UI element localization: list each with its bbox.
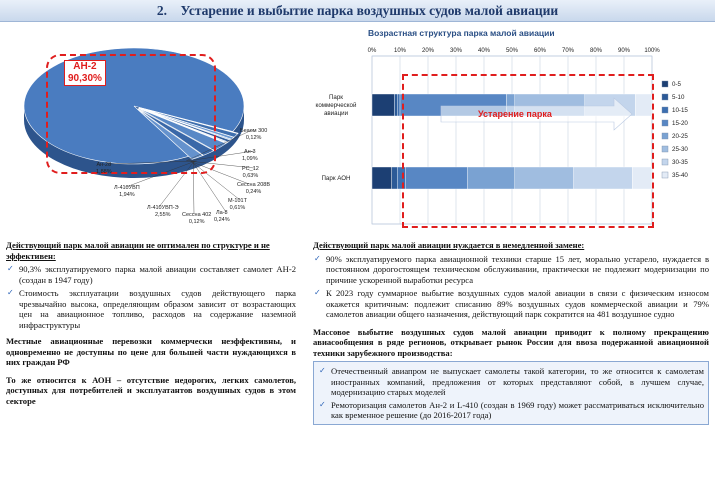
bullet-text: Стоимость эксплуатации воздушных судов действующего парка чрезвычайно высока, определяющим образом зависит от возрастающих цен на авиационное топливо, расходов на содержание наземной инфраструктуры (19, 288, 296, 330)
an2-name: АН-2 (73, 61, 97, 72)
left-text-block (6, 240, 296, 406)
pie-label (228, 198, 247, 211)
bar-segment-0-5 (372, 167, 392, 189)
bar-segment-5-10 (392, 167, 398, 189)
replacement-box (313, 361, 709, 425)
bar-segment-5-10 (394, 94, 397, 116)
x-tick-label: 80% (589, 48, 603, 54)
pie-label-name: Сессна 208В (237, 182, 270, 188)
check-icon: ✓ (319, 399, 326, 409)
list-item (6, 264, 296, 285)
legend-label: 5-10 (672, 94, 685, 101)
box-bullets (318, 366, 704, 421)
legend-label: 20-25 (672, 133, 688, 140)
x-tick-label: 70% (561, 48, 575, 54)
legend-swatch (662, 133, 668, 139)
category-label: Парк (328, 94, 344, 101)
legend-swatch (662, 94, 668, 100)
legend-label: 35-40 (672, 172, 688, 179)
bullet-text: 90% эксплуатируемого парка авиационной техники старше 15 лет, морально устарело, нуждается в постоянном дорогостоящем техническом обслуживании, практически не подлежит модернизации по причине ускоренной выработки ресурса (326, 253, 709, 285)
x-tick-label: 30% (449, 48, 463, 54)
pie-label-name: Л-410УВП-Э (147, 205, 179, 211)
left-para-2: То же относится к АОН – отсутствие недорогих, легких самолетов, доступных для потребителей и эксплуатантов воздушных судов в этом секторе (6, 374, 296, 406)
pie-label (96, 162, 112, 175)
pie-label-name: Ла-8 (216, 210, 228, 216)
list-item (318, 366, 704, 398)
legend-label: 10-15 (672, 107, 688, 114)
pie-label-name: Ан-3 (244, 149, 256, 155)
right-heading: Действующий парк малой авиации нуждается в немедленной замене: (313, 240, 585, 250)
right-text-block (313, 240, 709, 425)
legend-swatch (662, 120, 668, 126)
legend-swatch (662, 107, 668, 113)
an2-label (64, 60, 106, 86)
x-tick-label: 90% (617, 48, 631, 54)
slide-title: 2. Устарение и выбытие парка воздушных судов малой авиации (156, 3, 559, 18)
check-icon: ✓ (314, 253, 321, 263)
pie-label-value: 1,94% (119, 191, 135, 198)
pie-label (182, 212, 211, 225)
bar-segment-0-5 (372, 94, 394, 116)
category-label: Парк АОН (321, 175, 351, 182)
age-structure-chart (306, 26, 711, 236)
legend-swatch (662, 81, 668, 87)
list-item (318, 400, 704, 421)
legend-swatch (662, 146, 668, 152)
list-item (313, 254, 709, 286)
check-icon: ✓ (7, 288, 14, 297)
left-heading: Действующий парк малой авиации не оптимален по структуре и не эффективен: (6, 240, 270, 261)
right-bullets (313, 254, 709, 320)
pie-label-value: 1,09% (242, 155, 258, 162)
fleet-pie-chart (4, 24, 304, 236)
bar-segment-10-15 (397, 94, 400, 116)
list-item (6, 288, 296, 330)
category-label: авиации (323, 110, 349, 117)
category-label: коммерческой (315, 102, 357, 109)
check-icon: ✓ (7, 264, 14, 273)
pie-label-value: 0,12% (245, 134, 262, 141)
left-para-1: Местные авиационные перевозки коммерчески неэффективны, и одновременно не доступны по цене для большей части нуждающихся в них граждан РФ (6, 336, 296, 367)
pie-label-value: 1,88% (96, 168, 112, 175)
aging-highlight-box (402, 74, 654, 228)
x-tick-label: 100% (644, 48, 660, 54)
legend-swatch (662, 159, 668, 165)
slide-header (0, 0, 715, 22)
x-tick-label: 10% (393, 48, 407, 54)
bullet-text: 90,3% эксплуатируемого парка малой авиации составляет самолет АН-2 (создан в 1947 году) (19, 264, 296, 285)
pie-label (214, 210, 230, 223)
pie-label-name: Сессна 402 (182, 212, 212, 218)
pie-label (242, 149, 258, 162)
x-tick-label: 40% (477, 48, 491, 54)
x-tick-label: 20% (421, 48, 435, 54)
pie-label-name: PC_12 (242, 166, 259, 172)
pie-label-value: 2,55% (154, 211, 171, 218)
pie-label (240, 128, 267, 141)
pie-label-name: Ан-28 (96, 162, 112, 168)
pie-label-value: 0,24% (214, 216, 230, 223)
list-item (313, 288, 709, 320)
x-tick-label: 50% (505, 48, 519, 54)
pie-label-value: 0,63% (242, 172, 259, 179)
an2-value: 90,30% (68, 73, 102, 84)
legend-label: 25-30 (672, 146, 688, 153)
left-bullets (6, 264, 296, 330)
pie-label-name: Беаом 300 (240, 128, 268, 134)
pie-label-name: Л-410УВП (114, 185, 140, 191)
pie-label (114, 185, 140, 198)
bullet-text: Отечественный авиапром не выпускает самолеты такой категории, то же относится к самолетам иностранных компаний, предложения от которых представляют собой, в лучшем случае, модернизацию старых моделей (331, 366, 704, 397)
bullet-text: Ремоторизация самолетов Ан-2 и L-410 (создан в 1969 году) может рассматриваться исключительно как временное решение (до 2016-2017 года) (331, 399, 704, 420)
legend-label: 30-35 (672, 159, 688, 166)
check-icon: ✓ (314, 288, 321, 297)
legend-label: 15-20 (672, 120, 688, 127)
pie-label (242, 166, 259, 179)
chart-title: Возрастная структура парка малой авиации (368, 28, 555, 38)
aging-label: Устарение парка (478, 109, 552, 119)
pie-label (237, 182, 270, 195)
check-icon: ✓ (319, 366, 326, 375)
x-tick-label: 60% (533, 48, 547, 54)
pie-label-value: 0,24% (245, 188, 262, 195)
pie-label-name: М-101Т (228, 198, 247, 204)
pie-label-value: 0,61% (229, 204, 246, 211)
x-tick-label: 0% (367, 48, 377, 54)
right-para: Массовое выбытие воздушных судов малой авиации приводит к полному прекращению авиасообщения в ряде регионов, открывает рынок России для ввоза подержанной авиационной техники зарубежного производства: (313, 326, 709, 358)
bullet-text: К 2023 году суммарное выбытие воздушных судов малой авиации в связи с физическим износом окажется критичным: подлежит списанию 89% воздушных судов коммерческой авиации и 79% самолетов авиации общего назначения, действующий парк сократится на 481 воздушное судно (326, 288, 709, 319)
pie-label (147, 205, 179, 218)
pie-label-value: 0,12% (188, 218, 205, 225)
legend-label: 0-5 (672, 81, 681, 88)
legend-swatch (662, 172, 668, 178)
